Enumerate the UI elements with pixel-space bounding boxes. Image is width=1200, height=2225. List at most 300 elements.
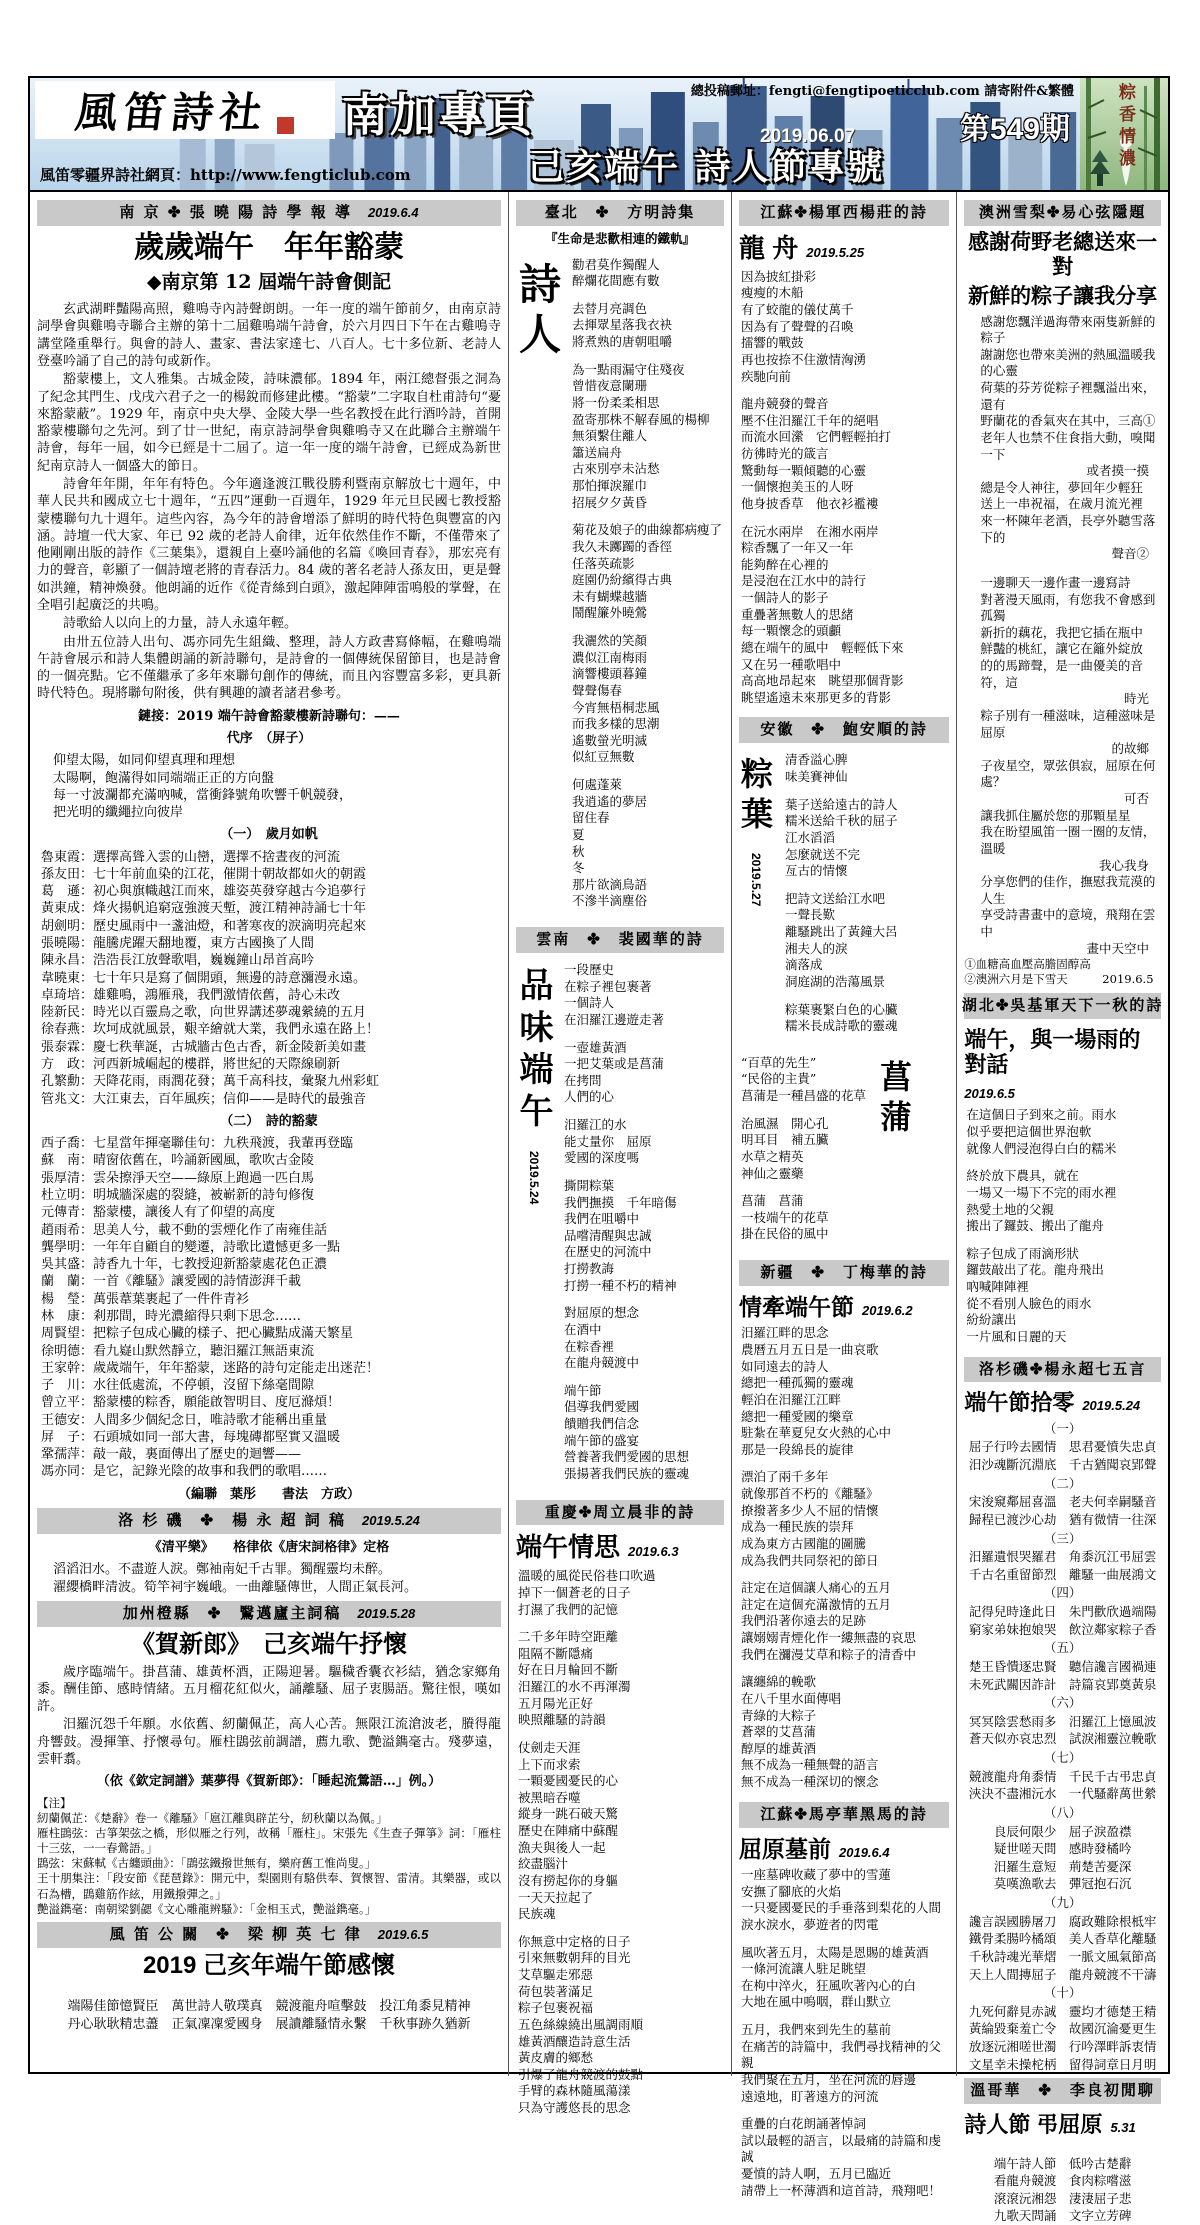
columns [30, 192, 1168, 2224]
stanza [570, 362, 722, 512]
stanza-line: 任落英疏影 [571, 555, 635, 571]
stanza-line: 一條河流讓人駐足眺望 [741, 1961, 867, 1977]
vertical-title: 品味端午 [512, 967, 553, 1135]
couplet-line: 汨羅遺恨哭羅君 角黍沉江弔屈雲 [968, 1549, 1157, 1565]
stanza-line: 湘夫人的淚 [785, 940, 848, 956]
stanza-line: 那是一段綿長的旋律 [741, 1441, 854, 1457]
stanza-line: 彷彿時光的箴言 [741, 446, 829, 462]
stanza [562, 1178, 689, 1294]
couplet-line: 滾滾沅湘怨 淒淒屈子悲 [993, 2190, 1132, 2206]
stanza-line: 吶喊陣陣裡 [966, 1279, 1029, 1295]
stanza-line: 註定在這個充滿激情的五月 [741, 1596, 892, 1612]
couplet-line: 汨沙魂斷沉淵底 千古猶聞哀郢聲 [968, 1457, 1157, 1473]
stanza-line: 似紅豆無數 [571, 749, 635, 765]
column-4 [956, 192, 1168, 2224]
stanza-line: 安撫了腳底的火焰 [741, 1883, 842, 1899]
couplet-line: 端午詩人節 低吟古楚辭 [993, 2155, 1132, 2171]
poem-heading [964, 1027, 1161, 1103]
couplet-line: 放逐沅湘嗟世濁 行吟澤畔訴衷情 [968, 2039, 1157, 2055]
stanza-line: 輕泊在汨羅江江畔 [741, 1391, 842, 1407]
author-line: 魯東霞：選擇高聳入雲的山巒，選擇不捨晝夜的河流 [41, 849, 341, 865]
section-header [37, 200, 501, 226]
stanza-line: 無須繫住離人 [571, 428, 647, 444]
corner-art [1080, 78, 1168, 190]
stanza-line: 一段歷史 [563, 962, 614, 977]
poem-line: 把光明的纖繩拉向彼岸 [53, 805, 184, 821]
stanza-line: 倡導我們愛國 [563, 1399, 639, 1415]
stanza-line: 絞盡腦汁 [517, 1856, 568, 1872]
stanza-line: 滴落成 [785, 957, 823, 973]
stanza-line: 我逍遙的夢居 [571, 793, 647, 809]
special-issue-title: 己亥端午 詩人節專號 [528, 146, 885, 188]
stanza-line: 夏 [571, 826, 585, 842]
stanza-line: 留住春 [571, 810, 610, 826]
stanza-line: 試以最輕的語言，以最痛的詩篇和虔誠 [741, 2132, 942, 2165]
stanza-line: 而我多樣的思潮 [571, 716, 660, 732]
stanza-line: 我灑然的笑顏 [571, 633, 647, 649]
section-header-title: 湖北✤吳基軍天下一秋的詩 [961, 995, 1164, 1014]
section-title: 2019 己亥年端午節感懷 [142, 1951, 395, 1979]
center-line: 代序 （屏子） [226, 730, 312, 746]
poem-line-continuation: 的故鄉 [1111, 741, 1149, 757]
note-line: 鵾弦：宋蘇軾《古纏頭曲》：「鵾弦鐵撥世無有，樂府舊工惟尚叟。」 [37, 1856, 377, 1871]
stanza [739, 269, 949, 385]
section-header-title: 安徽 ✤ 鮑安順的詩 [760, 720, 928, 739]
author-line: 韋曉東：七十年只是寫了個開頭，無邊的詩意瀰漫永遠。 [41, 970, 367, 986]
poem-date: 2019.6.2 [862, 1302, 913, 1318]
poem-body [739, 1325, 949, 1790]
poem-line: 的的馬蹄聲，是一曲優美的音符，這 [980, 658, 1143, 690]
stanza-line: 一天天拉起了 [517, 1889, 593, 1905]
author-line: 孔繁勳：天降花雨，雨潤花發；萬千高科技，彙聚九州彩虹 [41, 1074, 380, 1090]
section-header-title: 洛杉磯✤楊永超七五言 [978, 1359, 1147, 1378]
stanza-line: 如同遠去的詩人 [741, 1358, 829, 1374]
couplet-line: 楚王昏憒逐忠賢 聽信讒言國禍連 [968, 1658, 1157, 1674]
stanza-line: 愛國的深度嗎 [563, 1150, 639, 1166]
stanza-line: 註定在這個讓人痛心的五月 [741, 1580, 892, 1596]
stanza-line: 雄黃酒釀造詩意生活 [517, 2033, 631, 2049]
couplet-line: 浹決不盡湘沅水 一代騷辭萬世縈 [968, 1786, 1157, 1802]
author-line: 屏 子：石頭城如同一部大書，每塊磚都堅實又溫暖 [41, 1429, 341, 1445]
stanza [783, 752, 898, 785]
stanza-line: 能夠醉在心裡的 [741, 556, 829, 572]
stanza-line: 一壺雄黃酒 [563, 1039, 627, 1055]
stanza-line: 庭園仍紛繽得古典 [571, 572, 672, 588]
poem-line: 來一杯陳年老酒，長亭外聽雪落下的 [980, 513, 1156, 545]
stanza-line: 一片風和日麗的天 [966, 1328, 1067, 1344]
stanza-line: 粽子包裹祝福 [517, 2000, 593, 2016]
couplet-line: 歸程已渡沙心劫 猶有微情一往深 [968, 1511, 1157, 1527]
logo-box [35, 81, 335, 139]
poem-line: 分享您們的佳作，撫慰我荒漠的人生 [980, 874, 1156, 906]
stanza-line: 農曆五月五日是一曲哀歌 [741, 1342, 879, 1358]
stanza-line: 艾草驅走邪惡 [517, 1967, 593, 1983]
stanza-line: 把詩文送給江水吧 [785, 890, 886, 906]
couplet-line: 九死何辭見赤誠 靈均才德楚王精 [968, 2003, 1157, 2019]
stanza-line: 荷包裝著滿足 [517, 1983, 593, 1999]
section-header [37, 1601, 501, 1627]
stanza-line: 那片欲滴鳥語 [571, 876, 647, 892]
stanza-line: 打濕了我們的記憶 [517, 1601, 618, 1617]
stanza-line: 鬧醒簾外曉鶯 [571, 605, 647, 621]
author-line: 胡劍明：歷史風雨中一盞油燈，和著寒夜的淚滴明亮起來 [41, 918, 367, 934]
stanza [516, 1568, 724, 1618]
stanza-line: 在粽香裡 [563, 1338, 614, 1354]
stanza-line: 總把一種愛國的樂章 [741, 1408, 854, 1424]
stanza-line: 二千多年時空距離 [517, 1629, 618, 1645]
stanza-line: 離騷跳出了黃鐘大呂 [785, 924, 898, 940]
stanza-number: （七） [1043, 1750, 1082, 1766]
author-line: 子 川：水往低處流，不停頓，沒留下絲毫間隙 [41, 1378, 315, 1394]
stanza-line: 能丈量你 屈原 [563, 1133, 652, 1149]
stanza-line: 重疊著無數人的思緒 [741, 606, 854, 622]
center-line: 《清平樂》 格律依《唐宋詞格律》定格 [148, 1539, 390, 1555]
stanza-line: 去揮眾星落我衣袂 [571, 317, 672, 333]
stanza-line: 張揚著我們民族的靈魂 [563, 1465, 689, 1481]
stanza-line: 就像那首不朽的《離騷》 [741, 1486, 879, 1502]
author-line: 鞏孺萍：敲一敲，裏面傳出了歷史的迴響—— [41, 1447, 302, 1463]
author-line: 黃東成：烽火揚帆追窮寇強渡天塹，渡江精神詩誦七十年 [41, 901, 367, 917]
poem-date: 2019.5.24 [1082, 1398, 1141, 1414]
stanza-line: 聲聲傷春 [571, 682, 622, 698]
poem-line: 仰望太陽，如同仰望真理和理想 [53, 753, 236, 769]
section-header [37, 1922, 501, 1948]
poem-body [783, 752, 898, 1045]
column-2 [508, 192, 731, 2116]
author-line: 楊 瑩：萬張葦葉裹起了一件件青衫 [41, 1291, 250, 1307]
poem-body [570, 257, 722, 922]
stanza-line: 鑼鼓敲出了花。龍舟飛出 [966, 1262, 1104, 1278]
corner-art-caption: 粽香情濃 [1115, 83, 1135, 171]
stanza-line: 每一顆懷念的頭顱 [741, 623, 842, 639]
stanza-line: 引來無數朝拜的目光 [517, 1950, 631, 1966]
vertical-title: 菖蒲 [875, 1059, 914, 1140]
poem-title: 詩人節 弔屈原 [964, 2112, 1103, 2138]
stanza-line: 我們聚在五月，坐在河流的唇邊 [741, 2071, 917, 2087]
stanza-line: 是浸泡在江水中的詩行 [741, 573, 867, 589]
vertical-title-block [512, 254, 562, 922]
stanza-line: 一座墓碑收藏了夢中的雪蓮 [741, 1867, 892, 1883]
stanza-line: 一個懷抱美玉的人呀 [741, 479, 854, 495]
stanza [562, 1305, 689, 1372]
section-header [516, 1500, 724, 1526]
section-header [961, 993, 1164, 1019]
poem-body [739, 269, 949, 707]
stanza-line: 糯米送給千秋的屈子 [785, 813, 898, 829]
section-header-title: 溫哥華 ✤ 李良初閒聊 [970, 2081, 1155, 2100]
author-line: 管兆文：大江東去，百年風疾；信仰——是時代的最強音 [41, 1091, 367, 1107]
stanza-line: 洞庭湖的浩蕩風景 [785, 973, 886, 989]
stanza-line: 菊花及娘子的曲線都病瘦了 [571, 522, 722, 538]
stanza-line: 在粽子裡包裹著 [563, 978, 652, 994]
stanza-line: “百草的先生” [741, 1054, 817, 1070]
poem-line: 享受詩書畫中的意境，飛翔在雲中 [980, 907, 1156, 939]
stanza-line: 歷史在陣痛中蘇醒 [517, 1823, 618, 1839]
stanza-line: 五月，我們來到先生的墓前 [741, 2022, 892, 2038]
note-line: 【注】 [37, 1795, 72, 1810]
author-line: 杜立明：明城牆深處的裂縫，被嶄新的詩句修復 [41, 1187, 315, 1203]
vertical-date: 2019.5.24 [526, 1151, 541, 1205]
poem-title: 龍 舟 [739, 232, 799, 263]
stanza-line: 又在另一種歌唱中 [741, 656, 842, 672]
author-line: 王德安：人間多少個紀念日，唯詩歌才能稱出重量 [41, 1412, 328, 1428]
poem-date: 2019.6.5 [964, 1086, 1015, 1102]
stanza-line: 撩撥著多少人不屈的情懷 [741, 1502, 879, 1518]
section-title: 《賀新郎》 己亥端午抒懷 [130, 1630, 407, 1658]
stanza [562, 1117, 689, 1167]
vertical-title: 粽葉 [736, 757, 774, 838]
stanza-line: 在歷史的河流中 [563, 1244, 652, 1260]
stanza-line: 手臂的森林隨風蕩漾 [517, 2083, 631, 2099]
couplet-line: 千秋詩魂光華熠 一脈文風氣節高 [968, 1948, 1157, 1964]
stanza [739, 1867, 949, 1934]
poem-line: 感謝您飄洋過海帶來兩隻新鮮的粽子 [980, 313, 1156, 346]
author-line: 張厚清：雲朵擦淨天空——綠原上跑過一匹白馬 [41, 1170, 315, 1186]
stanza [739, 2116, 949, 2199]
note-line: 艷溢鐫毫：南朝梁劉勰《文心雕龍辨騷》：「金相玉式，艷溢鐫毫。」 [37, 1901, 377, 1916]
vertical-title-block [875, 1052, 914, 1254]
stanza-line: 終於放下農具，就在 [966, 1168, 1079, 1184]
stanza-line: 好在日月輪回不斷 [517, 1662, 618, 1678]
stanza-line: 高高地昂起來 眺望那個背影 [741, 673, 904, 689]
stanza-line: 一場又一場下不完的雨水裡 [966, 1184, 1117, 1200]
stanza-line: 葉子送給遠古的詩人 [785, 796, 898, 812]
author-line: 蘭 蘭：一首《離騷》讓愛國的詩情澎湃千載 [41, 1274, 302, 1290]
stanza-line: 怎麼就送不完 [785, 846, 861, 862]
stanza-line: 疾馳向前 [741, 368, 792, 384]
section-header-date: 2019.6.4 [367, 205, 419, 220]
stanza-line: 遙數螢光明滅 [571, 732, 647, 748]
stanza-line: 只為守護悠長的思念 [517, 2100, 631, 2116]
stanza [739, 1674, 949, 1790]
section-header [739, 1260, 949, 1286]
stanza-line: 撕開粽葉 [563, 1177, 614, 1193]
note-line: ②澳洲六月是下雪天 2019.6.5 [964, 972, 1154, 987]
stanza [570, 257, 722, 290]
paragraph: 歲序臨端午。掛菖蒲、雄黃杯酒，正陽迎暑。驅穢香囊衣衫結，猶念家鄉角黍。酬佳節、感時情緒。五月榴花紅似火，誦離騷、屈子衷腸語。驚往恨，嘆如許。 [37, 1664, 501, 1715]
stanza-line: 掉下一個蒼老的日子 [517, 1584, 631, 1600]
section-header-date: 2019.5.28 [357, 1605, 416, 1621]
stanza [570, 301, 722, 351]
stanza-line: 無不成為一種無聲的語言 [741, 1757, 879, 1773]
stanza-line: 壓不住汨羅江千年的絕唱 [741, 412, 879, 428]
section-subtitle: ◆南京第 12 屆端午詩會側記 [146, 270, 392, 293]
stanza [516, 1740, 724, 1923]
stanza [739, 1945, 949, 2012]
club-logo: 風笛詩社 [73, 88, 272, 137]
author-line: 吳其盛：詩香九十年，七教授迎新豁蒙處花色正濃 [41, 1257, 328, 1273]
stanza-number: （三） [1043, 1530, 1082, 1546]
poem-line: 對著漫天風雨，有您我不會感到孤獨 [980, 591, 1156, 624]
section-title: 歲歲端午 年年豁蒙 [133, 230, 404, 264]
couplet-line: 良辰何限少 屈子淚盈襟 [993, 1823, 1132, 1839]
poem-body [739, 1055, 866, 1254]
stanza-line: 就像人們浸泡得白白的糯米 [966, 1140, 1117, 1156]
stanza-line: 讓嫋嫋青煙化作一縷無盡的哀思 [741, 1630, 917, 1646]
stanza-line: 驚動每一顆傾聽的心靈 [741, 462, 867, 478]
stanza-line: 招展夕夕黃昏 [571, 494, 647, 510]
stanza-line: 秋 [571, 843, 585, 859]
author-line: 張泰霖：慶七秩華誕，古城牆古色古香，新金陵新美如畫 [41, 1039, 367, 1055]
poem-date: 5.31 [1110, 2120, 1136, 2136]
stanza [739, 1325, 949, 1458]
stanza-line: 對屈原的想念 [563, 1305, 639, 1321]
section-header [739, 200, 949, 226]
issue-date: 2019.06.07 [760, 126, 856, 147]
paragraph: 玄武湖畔豔陽高照，雞鳴寺內詩聲朗朗。一年一度的端午節前夕，由南京詩詞學會與雞鳴寺聯合主辦的第十二屆雞鳴端午詩會，於六月四日下午在古雞鳴寺講堂隆重舉行。與會的詩人、畫家、書法家達七、八百人。七十多位新、老詩人登臺吟誦了自己的詩句或新作。 [37, 302, 501, 370]
vertical-poem [512, 254, 724, 922]
stanza-line: 何處蓬萊 [571, 777, 622, 793]
stanza-line: 在這個日子到來之前。雨水 [966, 1107, 1117, 1123]
stanza-line: 粽香飄了一年又一年 [741, 540, 854, 556]
stanza-line: 在八千里水面傳唱 [741, 1690, 842, 1706]
spacer [964, 563, 1161, 575]
poem-line: 野蘭花的香氣夾在其中，三高① [980, 413, 1156, 429]
author-line: 龔學明：一年年自顧自的變遷，詩歌比遺憾更多一點 [41, 1239, 341, 1255]
poem-line-continuation: 我心我身 [1098, 857, 1149, 873]
poem-date: 2019.6.3 [627, 1544, 679, 1560]
poem-line: 謝謝您也帶來美洲的熱風溫暖我的心靈 [980, 346, 1156, 379]
newspaper-page [28, 76, 1170, 2224]
stanza [516, 1629, 724, 1729]
note-line: 紉蘭佩芷：《楚辭》卷一《離騷》「扈江離與辟芷兮，紉秋蘭以為佩。」 [37, 1810, 388, 1825]
couplet-line: 莫嘆漁歌去 彈冠抱石沉 [993, 1876, 1132, 1892]
stanza-line: 有了蛟龍的儀仗萬千 [741, 302, 854, 318]
section-header [964, 1357, 1161, 1383]
poem-line-continuation: 或者摸一摸 [1086, 463, 1149, 479]
paragraph: 由卅五位詩人出句、馮亦同先生組織、整理，詩人方政書寫條幅，在雞鳴端午詩會展示和詩人集體朗誦的新詩聯句，是詩會的一個傳統保留節目，也是詩會的一個亮點。它不僅繼承了多年來聯句創作的傳統，而且內容豐富多彩，更具新時代特色。現將聯句附後，供有興趣的讀者諸君參考。 [37, 634, 501, 702]
stanza-line: 水草之精英 [741, 1148, 804, 1164]
author-line: 葛 遜：初心與旗幟越江而來，雄姿英發穿越古今追夢行 [41, 884, 367, 900]
stanza-line: 從不看別人臉色的雨水 [966, 1295, 1092, 1311]
section-header [739, 1802, 949, 1828]
poem-heading [964, 1390, 1161, 1415]
section-title: 感謝荷野老總送來一對 [968, 230, 1158, 280]
author-line: 元傳青：豁蒙樓，讓後人有了仰望的高度 [41, 1205, 276, 1221]
stanza-line: 阻隔不斷隱痛 [517, 1645, 593, 1661]
section-header-title: 新疆 ✤ 丁梅華的詩 [760, 1263, 928, 1282]
poem-line: 我在盼望風笛一圈一圈的友情，溫暖 [980, 824, 1156, 856]
poem-line: 粽子別有一種滋味，這種滋味是屈原 [980, 707, 1156, 740]
stanza-line: 成為東方古國龍的圖騰 [741, 1535, 867, 1551]
couplet-line: 記得兒時逢此日 朱門歡欣過端陽 [968, 1604, 1157, 1620]
stanza [739, 1193, 866, 1243]
poem-heading [964, 2112, 1161, 2137]
stanza [964, 1107, 1161, 1157]
author-line: 周賢望：把粽子包成心臟的樣子、把心臟點成滿天繁星 [41, 1326, 354, 1342]
stanza-number: （五） [1043, 1640, 1082, 1656]
paragraph: 豁蒙樓上，文人雅集。古城金陵，詩味濃郁。1894 年，兩江總督張之洞為了紀念其門生、戊戌六君子之一的楊銳而修建此樓。“豁蒙”二字取自杜甫詩句“憂來豁蒙蔽”。1929 年，南京中央大學、金陵大學一些名教授在此行酒吟詩，首開豁蒙樓聯句之先河。到了廿一世紀，南京詩詞學會與雞鳴寺又在此聯合主辦端午詩會，每年一屆，如今已經是十二屆了。這一年一度的端午詩會，已經成為新世紀南京詩人一個盛大的節日。 [37, 372, 501, 474]
stanza-line: 似乎要把這個世界泡軟 [966, 1124, 1092, 1140]
vertical-poem [736, 749, 949, 1045]
stanza-line: 端午節 [563, 1382, 602, 1398]
stanza-line: 滴響樓頭暮鐘 [571, 666, 647, 682]
stanza-line: 請帶上一杯薄酒和這首詩，飛翔吧！ [741, 2182, 942, 2198]
section-header-date: 2019.5.24 [362, 1513, 420, 1529]
couplet-line: 蒼天似亦哀忠烈 試淚湘靈泣輓歌 [968, 1731, 1157, 1747]
stanza-line: 黃皮膚的鄉愁 [517, 2050, 593, 2066]
stanza-line: 醉爛花間應有數 [571, 273, 660, 289]
center-line: （依《欽定詞譜》葉夢得《賀新郎》：「睡起流鶯語…」例。） [96, 1774, 442, 1790]
author-line: 卓琦培：雄雞鳴，鴻雁飛，我們激情依舊，詩心未改 [41, 987, 341, 1003]
stanza-line: 濃似江南梅雨 [571, 649, 647, 665]
stanza-line: 在痛苦的詩篇中，我們尋找精神的父親 [741, 2038, 942, 2071]
stanza [964, 1168, 1161, 1235]
stanza-line: 打撈一種不朽的精神 [563, 1277, 677, 1293]
stanza-line: 被黑暗吞噬 [517, 1789, 581, 1805]
stanza-line: 明耳目 補五臟 [741, 1132, 829, 1148]
stanza-line: 溫暖的風從民俗巷口吹過 [517, 1568, 656, 1584]
author-line: 趙雨希：思美人兮，載不動的雲煙化作了南雍佳話 [41, 1222, 328, 1238]
section-header-title: 澳洲雪梨✤易心弦隱題 [978, 203, 1147, 221]
couplet-line: 九歌天問誦 文字立芳碑 [993, 2208, 1132, 2224]
poem-heading [739, 234, 949, 264]
stanza-line: “民俗的主貴” [741, 1071, 817, 1087]
stanza-line: 將一份柔柔相思 [571, 394, 660, 410]
stanza-line: 品嚐清醒與忠誠 [563, 1227, 652, 1243]
stanza-line: 蒼翠的艾菖蒲 [741, 1724, 817, 1740]
stanza-line: 成為一種民族的崇拜 [741, 1519, 854, 1535]
stanza [570, 522, 722, 622]
stanza-line: 總在端午的風中 輕輕低下來 [741, 639, 904, 655]
stanza-number: （二） [1043, 1475, 1082, 1491]
poem-heading [516, 1533, 724, 1563]
stanza-line: 汨羅江的水不再渾濁 [517, 1679, 631, 1695]
couplet-line: 千古名重留節烈 離騷一曲展鴻文 [968, 1566, 1157, 1582]
vertical-poem [512, 959, 724, 1494]
stanza-line: 淚水淚水，夢遊者的閃電 [741, 1916, 879, 1932]
submission-email[interactable]: 總投稿郵址：fengti@fengtipoeticclub.com 請寄附件&繁體 [690, 84, 1074, 99]
poem-line: 老年人也禁不住食指大動，嗅聞一下 [980, 429, 1156, 462]
stanza [739, 524, 949, 707]
center-line: （一） 歲月如帆 [220, 827, 318, 843]
stanza-line: 一只憂國憂民的手垂落到梨花的人間 [741, 1900, 942, 1916]
stanza-line: 亙古的情懷 [785, 863, 848, 879]
stanza-line: 重疊的白花朗誦著悼詞 [741, 2116, 867, 2132]
seal-icon [277, 117, 294, 134]
poem-title: 屈原墓前 [739, 1835, 831, 1862]
stanza-line: 映照離騷的詩韻 [517, 1712, 606, 1728]
poem-line-continuation: 聲音② [1111, 546, 1149, 562]
author-line: 王家幹：歲歲端午，年年豁蒙，迷路的詩句定能走出迷茫！ [41, 1360, 380, 1376]
poem-line: 滔滔汨水。不盡遊人淚。鄭袖南妃千古罪。獨醒靈均未醉。 [53, 1562, 392, 1578]
website-link[interactable]: 風笛零疆界詩社網頁：http://www.fengticlub.com [40, 166, 411, 184]
center-line: 鏈接：2019 端午詩會豁蒙樓新詩聯句：—— [138, 708, 400, 724]
author-line: 徐春燕：坎坷成就風景，艱辛繪就大業，我們永遠在路上！ [41, 1022, 380, 1038]
stanza-line: 沒有撈起你的身軀 [517, 1872, 618, 1888]
stanza-line: 再也按捺不住激情洶湧 [741, 351, 867, 367]
couplet-line: 未死武關因詐計 詩篇哀郢奠黃泉 [968, 1676, 1157, 1692]
center-line: （二） 詩的豁蒙 [220, 1113, 318, 1129]
stanza-number: （四） [1043, 1585, 1082, 1601]
author-line: 馮亦同：是它，記錄光陰的故事和我們的歌唱…… [41, 1464, 328, 1480]
stanza-line: 冬 [571, 860, 585, 876]
couplet-line: 丹心耿耿精忠藎 正氣凜凜愛國身 展讀離騷情永繫 千秋事跡久猶新 [67, 2016, 471, 2032]
stanza [783, 797, 898, 880]
spacer [37, 1985, 501, 1997]
couplet-line: 看龍舟競渡 食肉粽嚐滋 [993, 2173, 1132, 2189]
stanza-line: 一把艾葉或是菖蒲 [563, 1056, 664, 1072]
poem-line: 讓我抓住屬於您的那顆星星 [980, 807, 1131, 823]
stanza-line: 一枝端午的花草 [741, 1209, 829, 1225]
stanza-line: 一顆憂國憂民的心 [517, 1773, 618, 1789]
stanza-line: 江水滔滔 [785, 829, 836, 845]
couplet-line: 窮家弟妹抱娘哭 飲泣鄰家粽子香 [968, 1621, 1157, 1637]
stanza [739, 2022, 949, 2105]
stanza-line: 醇厚的雄黃酒 [741, 1740, 817, 1756]
author-line: 曾立平：豁蒙樓的粽香，願能啟智明目、度厄滌煩！ [41, 1395, 341, 1411]
poem-heading [739, 1294, 949, 1320]
